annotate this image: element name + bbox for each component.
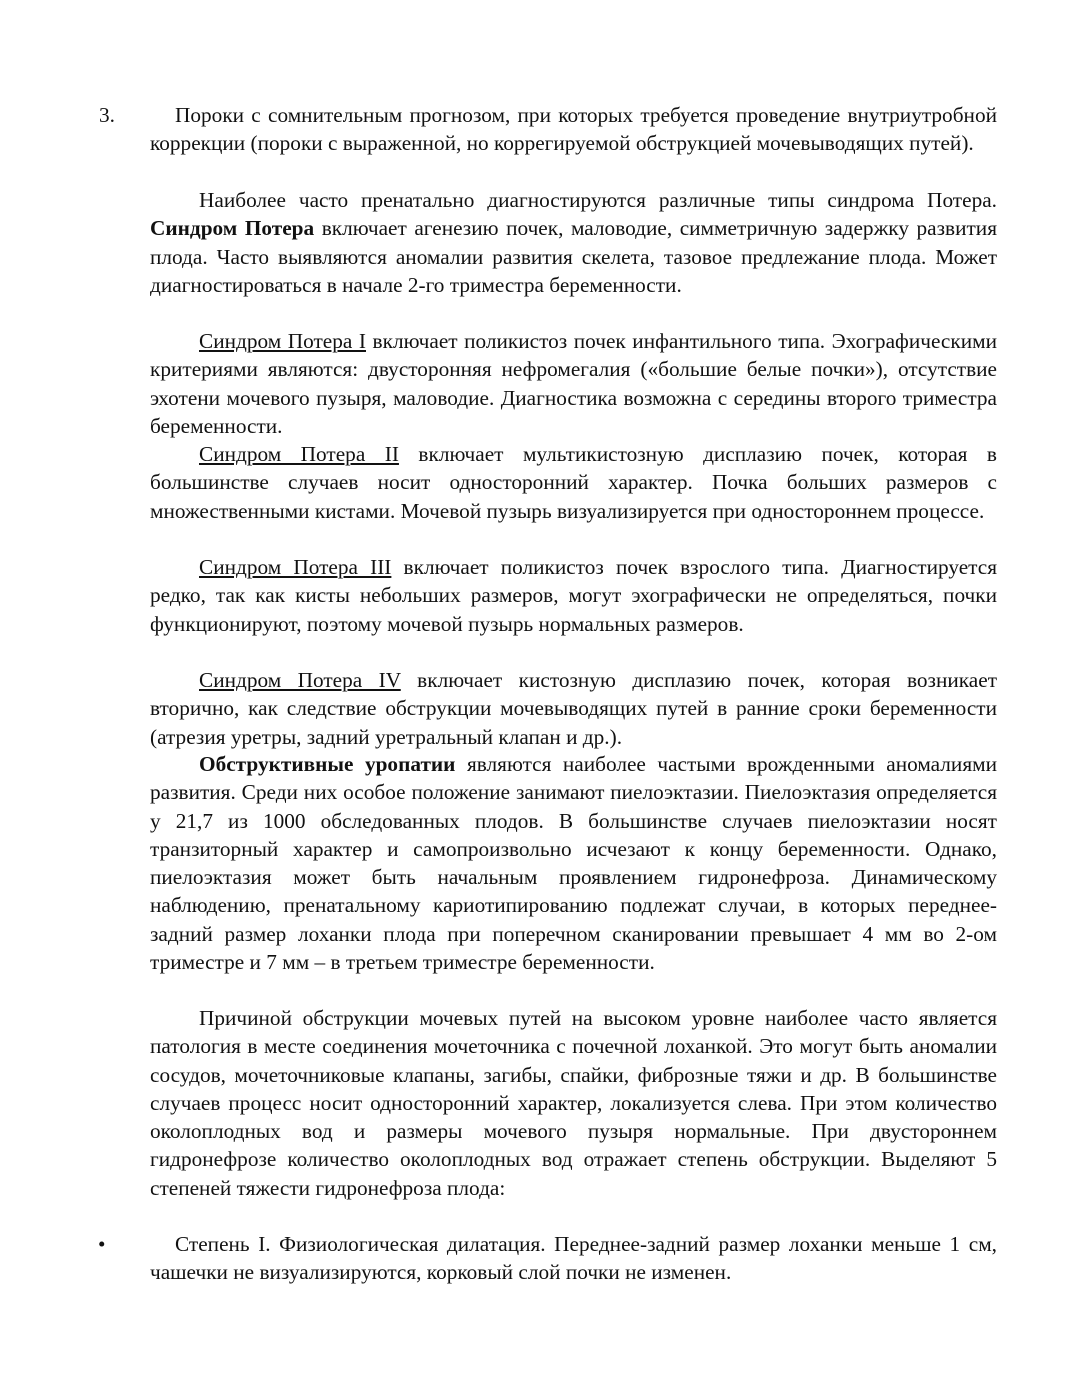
underlined-term-potter-2: Синдром Потера II: [199, 442, 399, 466]
paragraph-text: включает поликистоз почек инфантильного типа. Эхографическими критериями являются: двусторонняя нефромегалия («большие белые почки»), отсутствие эхотени мочевого пузыря, маловодие. Диагностика возможна с середины второго триместра беременности.: [150, 329, 997, 438]
paragraph-text: являются наиболее частыми врожденными аномалиями развития. Среди них особое положение занимают пиелоэктазии. Пиелоэктазия определяется у 21,7 из 1000 обследованных плодов. В большинстве случаев пиелоэктазии носят транзиторный характер и самопроизвольно исчезают к концу беременности. Однако, пиелоэктазия может быть начальным проявлением гидронефроза. Динамическому наблюдению, пренатальному кариотипированию подлежат случаи, в которых переднее-задний размер лоханки плода при поперечном сканировании превышает 4 мм во 2-ом триместре и 7 мм – в третьем триместре беременности.: [150, 752, 997, 975]
paragraph-text: включает поликистоз почек взрослого типа. Диагностируется редко, так как кисты небольших размеров, могут эхографически не определяться, почки функционируют, поэтому мочевой пузырь нормальных размеров.: [150, 555, 997, 636]
paragraph-obstruction-causes: Причиной обструкции мочевых путей на высоком уровне наиболее часто является патология в месте соединения мочеточника с почечной лоханкой. Это могут быть аномалии сосудов, мочеточниковые клапаны, загибы, спайки, фиброзные тяжи и др. В большинстве случаев процесс носит односторонний характер, локализуется слева. При этом количество околоплодных вод и размеры мочевого пузыря нормальные. При двустороннем гидронефрозе количество околоплодных вод отражает степень обструкции. Выделяют 5 степеней тяжести гидронефроза плода:: [150, 1006, 997, 1200]
list-item-number: 3.: [99, 103, 115, 127]
paragraph-text: включает агенезию почек, маловодие, симметричную задержку развития плода. Часто выявляются аномалии развития скелета, тазовое предлежание плода. Может диагностироваться в начале 2-го триместра беременности.: [150, 216, 997, 297]
paragraph-potter-4: [150, 666, 997, 751]
paragraph-text: включает мультикистозную дисплазию почек, которая в большинстве случаев носит односторонний характер. Почка больших размеров с множественными кистами. Мочевой пузырь визуализируется при одностороннем процессе.: [150, 442, 997, 523]
paragraph-obstructive-uropathies: [150, 750, 997, 976]
bold-term-obstructive-uropathies: Обструктивные уропатии: [199, 752, 456, 776]
paragraph-potter-3: [150, 553, 997, 638]
list-item-3-text: Пороки с сомнительным прогнозом, при которых требуется проведение внутриутробной коррекции (пороки с выраженной, но коррегируемой обструкцией мочевыводящих путей).: [150, 103, 997, 156]
underlined-term-potter-1: Синдром Потера I: [199, 329, 366, 353]
paragraph-potter-syndrome: [150, 186, 997, 299]
underlined-term-potter-4: Синдром Потера IV: [199, 668, 401, 692]
paragraph-text: Наиболее часто пренатально диагностируются различные типы синдрома Потера.: [199, 188, 997, 212]
underlined-term-potter-3: Синдром Потера III: [199, 555, 392, 579]
bullet-marker: •: [98, 1232, 106, 1256]
bold-term-potter-syndrome: Синдром Потера: [150, 216, 315, 241]
paragraph-potter-1: [150, 327, 997, 440]
paragraph-text: включает кистозную дисплазию почек, которая возникает вторично, как следствие обструкции мочевыводящих путей в ранние сроки беременности (атрезия уретры, задний уретральный клапан и др.).: [150, 668, 998, 749]
paragraph-potter-2: [150, 440, 997, 525]
bullet-item-degree-1: Степень I. Физиологическая дилатация. Переднее-задний размер лоханки меньше 1 см, чашечки не визуализируются, корковый слой почки не изменен.: [150, 1232, 997, 1285]
